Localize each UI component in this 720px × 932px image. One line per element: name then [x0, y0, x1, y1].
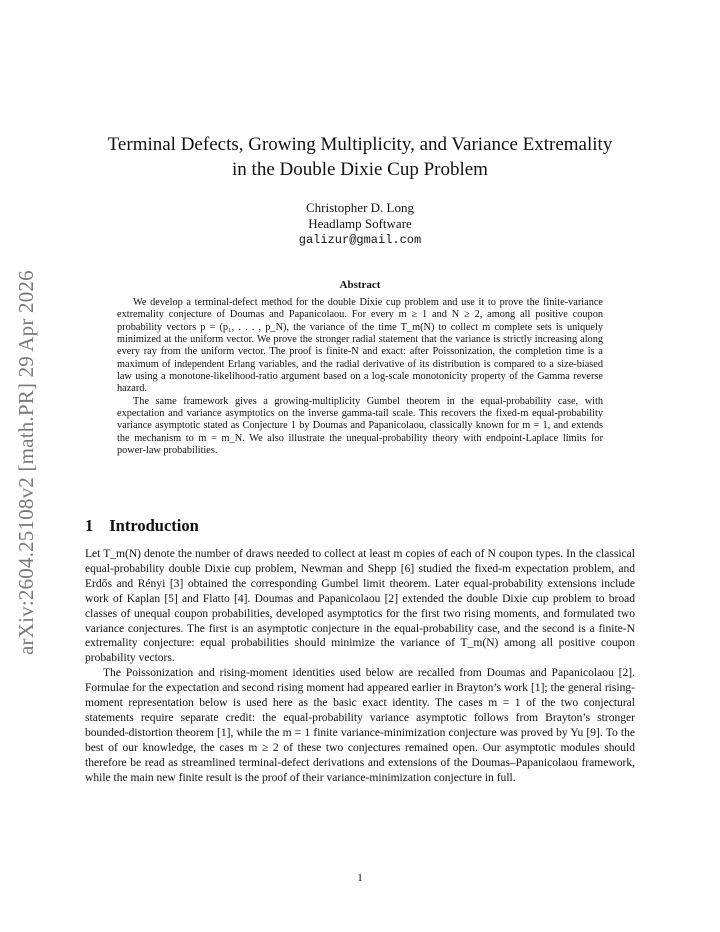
paper-title — [80, 132, 640, 182]
title-line-1: Terminal Defects, Growing Multiplicity, and Variance Extremality — [107, 134, 613, 155]
intro-paragraph-1: Let T_m(N) denote the number of draws needed to collect at least m copies of each of N coupon types. In the classical equal-probability double Dixie cup problem, Newman and Shepp [6] studied the fixed-m expectation problem, and Erdős and Rényi [3] obtained the corresponding Gumbel limit theorem. Later equal-probability extensions include work of Kaplan [5] and Flatto [4]. Doumas and Papanicolaou [2] extended the double Dixie cup problem to broad classes of unequal coupon probabilities, developed asymptotics for the first two rising moments, and formulated two variance conjectures. The first is an asymptotic conjecture in the equal-probability case, and the second is a finite-N extremality conjecture: equal probabilities should minimize the variance of T_m(N) among all positive coupon probability vectors. — [85, 548, 635, 665]
author-name: Christopher D. Long — [306, 200, 414, 215]
abstract-body — [117, 297, 603, 457]
section-number: 1 — [85, 516, 94, 535]
abstract-paragraph-2: The same framework gives a growing-multiplicity Gumbel theorem in the equal-probability case, with expectation and variance asymptotics on the inverse gamma-tail scale. This recovers the fixed-m equal-probability variance asymptotic stated as Conjecture 1 by Doumas and Papanicolaou, classically known for m = 1, and extends the mechanism to m = m_N. We also illustrate the unequal-probability theory with endpoint-Laplace limits for power-law probabilities. — [117, 395, 603, 457]
introduction-body — [85, 547, 635, 786]
abstract-paragraph-1: We develop a terminal-defect method for the double Dixie cup problem and use it to prove the finite-variance extremality conjecture of Doumas and Papanicolaou. For every m ≥ 1 and N ≥ 2, among all positive coupon probability vectors p = (p₁, . . . , p_N), the variance of the time T_m(N) to collect m complete sets is uniquely minimized at the uniform vector. We prove the stronger radial statement that the variance is strictly increasing along every ray from the uniform vector. The proof is finite-N and exact: after Poissonization, the completion time is a maximum of independent Erlang variables, and the radial derivative of its distribution is compared to a size-biased law using a monotone-likelihood-ratio argument based on a log-scale monotonicity property of the Gamma reverse hazard. — [117, 297, 603, 395]
author-affiliation: Headlamp Software — [308, 216, 412, 231]
title-line-2: in the Double Dixie Cup Problem — [232, 159, 488, 180]
section-heading — [85, 516, 199, 536]
abstract-heading: Abstract — [339, 279, 381, 291]
section-title: Introduction — [109, 516, 199, 535]
author-block — [80, 200, 640, 248]
arxiv-identifier-stamp[interactable]: arXiv:2604.25108v2 [math.PR] 29 Apr 2026 — [14, 270, 38, 655]
page-number: 1 — [357, 872, 363, 884]
author-email[interactable]: galizur@gmail.com — [298, 233, 422, 247]
intro-paragraph-2: The Poissonization and rising-moment identities used below are recalled from Doumas and Papanicolaou [2]. Formulae for the expectation and second rising moment had appeared earlier in Brayton’s work [1]; the general rising-moment representation below is used here as the basic exact identity. The cases m = 1 of the two conjectural statements require separate credit: the equal-probability variance asymptotic follows from Brayton’s stronger bounded-distortion theorem [1], while the m = 1 finite variance-minimization conjecture was proved by Yu [9]. To the best of our knowledge, the cases m ≥ 2 of these two conjectures remained open. Our asymptotic modules should therefore be read as streamlined terminal-defect derivations and extensions of the Doumas–Papanicolaou framework, while the main new finite result is the proof of their variance-minimization conjecture in full. — [85, 667, 635, 784]
